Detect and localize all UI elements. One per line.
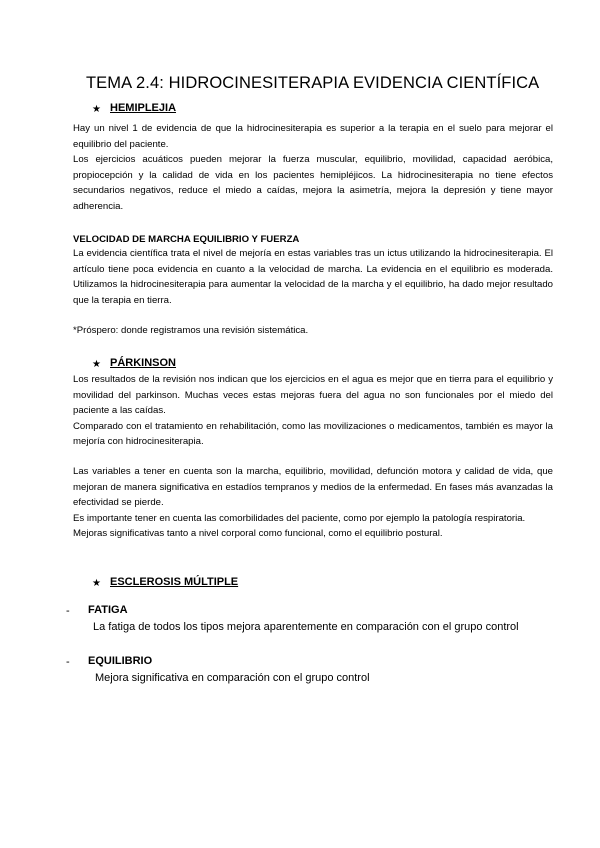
parkinson-paragraph-4: Es importante tener en cuenta las comorbilidades del paciente, como por ejemplo la patología respiratoria. bbox=[73, 512, 526, 524]
prospero-note-text: *Próspero: donde registramos una revisión sistemática. bbox=[73, 325, 309, 336]
parkinson-paragraph-2: Comparado con el tratamiento en rehabilitación, como las movilizaciones o medicamentos, también es mayor la mejoría con hidrocinesiterapia. bbox=[73, 420, 553, 448]
item-text-fatiga: La fatiga de todos los tipos mejora aparentemente en comparación con el grupo control bbox=[93, 621, 519, 633]
hemiplejia-paragraph-1: Hay un nivel 1 de evidencia de que la hidrocinesiterapia es superior a la terapia en el suelo para mejorar el equilibrio del paciente. bbox=[73, 123, 553, 150]
parkinson-paragraph-3: Las variables a tener en cuenta son la marcha, equilibrio, movilidad, defunción motora y calidad de vida, que mejoran de manera significativa en estadíos tempranos y medios de la enfermedad. En fases más avanzadas la efectividad se pierde. bbox=[73, 466, 553, 509]
item-text-equilibrio: Mejora significativa en comparación con el grupo control bbox=[95, 672, 370, 684]
parkinson-paragraph-5: Mejoras significativas tanto a nivel corporal como funcional, como el equilibrio postural. bbox=[73, 528, 443, 540]
hemiplejia-body bbox=[73, 121, 553, 215]
section-heading-esclerosis: ESCLEROSIS MÚLTIPLE bbox=[110, 576, 239, 588]
parkinson-paragraph-1: Los resultados de la revisión nos indican que los ejercicios en el agua es mejor que en tierra para el equilibrio y movilidad del parkinson. Muchas veces estas mejoras fuera del agua no son funcionales por el miedo del paciente a las caídas. bbox=[73, 374, 553, 417]
star-bullet-icon: ★ bbox=[92, 578, 101, 589]
section-heading-parkinson: PÁRKINSON bbox=[110, 357, 177, 369]
hemiplejia-paragraph-2: Los ejercicios acuáticos pueden mejorar la fuerza muscular, equilibrio, movilidad, capacidad aeróbica, propiocepción y la calidad de vida en los pacientes hemipléjicos. La hidrocinesiterapia no tiene efectos secundarios negativos, reduce el miedo a caídas, mejora la asimetría, mejora la depresión y tiene mayor adherencia. bbox=[73, 154, 553, 212]
parkinson-body-2 bbox=[73, 464, 553, 542]
parkinson-body-1 bbox=[73, 372, 553, 450]
dash-bullet-icon: - bbox=[66, 656, 70, 668]
velocidad-paragraph-1: La evidencia científica trata el nivel de mejoría en estas variables tras un ictus utilizando la hidrocinesiterapia. El artículo tiene poca evidencia en cuanto a la velocidad de marcha. La evidencia en el equilibrio es moderada. Utilizamos la hidrocinesiterapia para aumentar la velocidad de la marcha y el equilibrio, ha dado mejor resultado que la terapia en tierra. bbox=[73, 248, 553, 306]
page-title: TEMA 2.4: HIDROCINESITERAPIA EVIDENCIA CIENTÍFICA bbox=[86, 74, 540, 92]
velocidad-body bbox=[73, 246, 553, 308]
star-bullet-icon: ★ bbox=[92, 104, 101, 115]
section-heading-velocidad: VELOCIDAD DE MARCHA EQUILIBRIO Y FUERZA bbox=[73, 234, 300, 245]
item-heading-fatiga: FATIGA bbox=[88, 604, 128, 616]
prospero-note bbox=[73, 323, 553, 339]
item-heading-equilibrio: EQUILIBRIO bbox=[88, 655, 153, 667]
section-heading-hemiplejia: HEMIPLEJIA bbox=[110, 102, 177, 114]
star-bullet-icon: ★ bbox=[92, 359, 101, 370]
dash-bullet-icon: - bbox=[66, 605, 70, 617]
